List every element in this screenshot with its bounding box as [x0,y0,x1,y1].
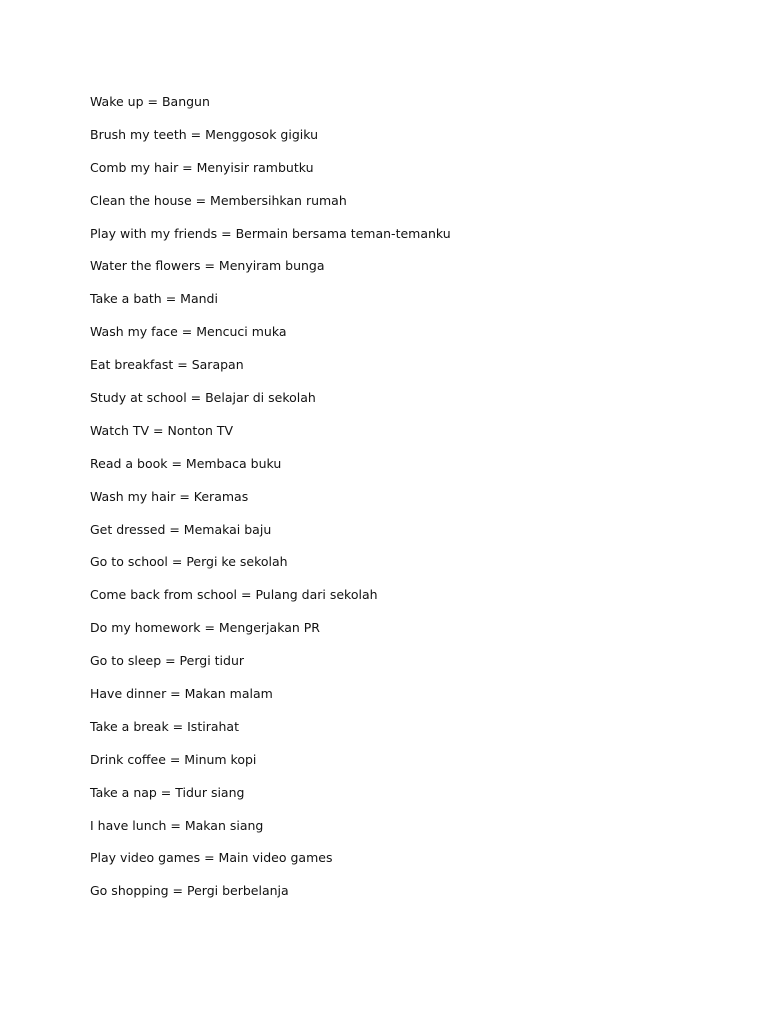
vocabulary-line: Take a break = Istirahat [90,718,239,734]
vocabulary-line: Get dressed = Memakai baju [90,521,272,537]
vocabulary-line: Eat breakfast = Sarapan [90,357,244,373]
vocabulary-line: Take a bath = Mandi [90,291,218,307]
vocabulary-line: Drink coffee = Minum kopi [90,751,257,767]
vocabulary-line: Take a nap = Tidur siang [90,784,245,800]
vocabulary-line: Play with my friends = Bermain bersama teman-temanku [90,225,451,241]
vocabulary-line: Comb my hair = Menyisir rambutku [90,159,314,175]
vocabulary-line: Read a book = Membaca buku [90,455,282,471]
vocabulary-line: Brush my teeth = Menggosok gigiku [90,126,318,142]
vocabulary-line: Go shopping = Pergi berbelanja [90,883,289,899]
vocabulary-line: Go to school = Pergi ke sekolah [90,554,288,570]
vocabulary-line: Water the flowers = Menyiram bunga [90,258,325,274]
vocabulary-line: Wash my face = Mencuci muka [90,324,287,340]
vocabulary-list [90,93,730,915]
vocabulary-line: Play video games = Main video games [90,850,333,866]
vocabulary-line: Watch TV = Nonton TV [90,422,234,438]
vocabulary-line: Study at school = Belajar di sekolah [90,390,316,406]
vocabulary-line: Do my homework = Mengerjakan PR [90,620,320,636]
vocabulary-line: Wake up = Bangun [90,94,210,109]
vocabulary-line: Go to sleep = Pergi tidur [90,653,245,669]
vocabulary-line: I have lunch = Makan siang [90,817,264,833]
vocabulary-line: Have dinner = Makan malam [90,686,273,702]
vocabulary-line: Come back from school = Pulang dari sekolah [90,587,378,603]
vocabulary-line: Wash my hair = Keramas [90,488,249,504]
vocabulary-line: Clean the house = Membersihkan rumah [90,192,347,208]
